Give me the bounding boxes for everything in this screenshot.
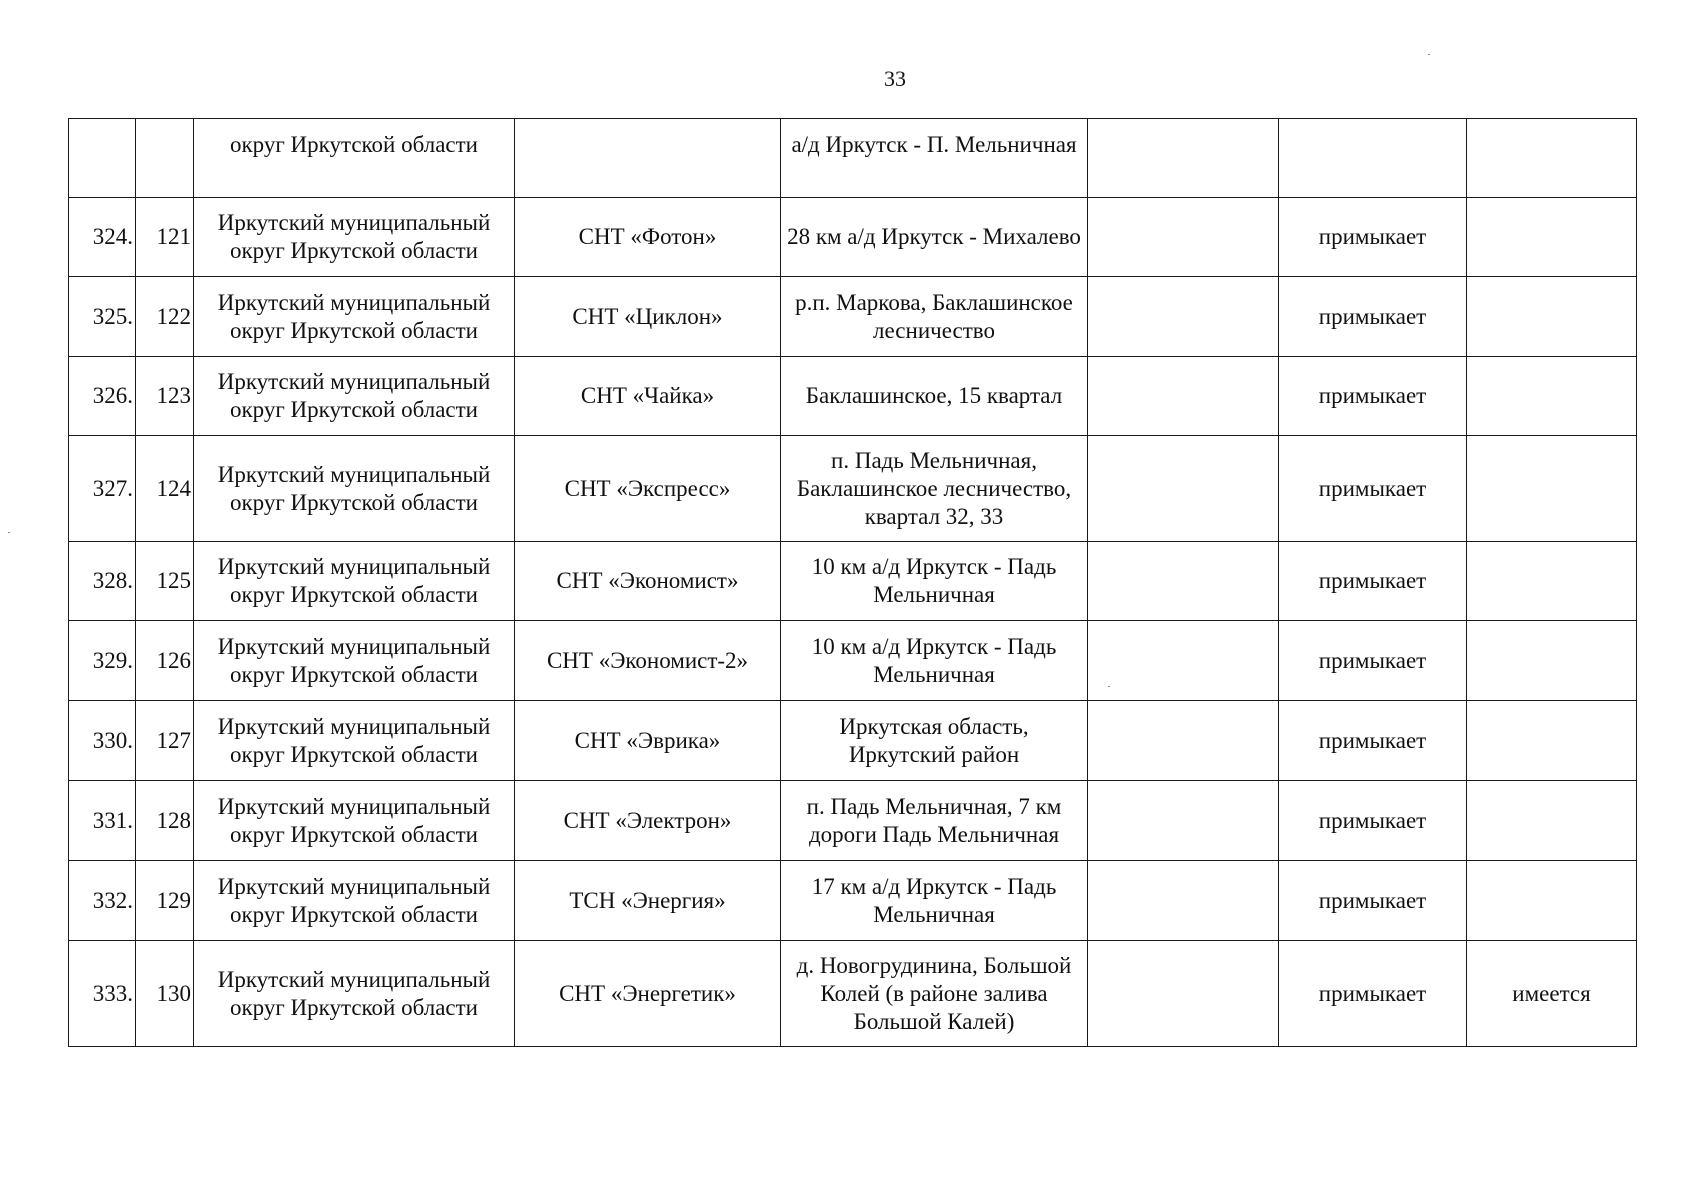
name-cell: СНТ «Энергетик» xyxy=(515,941,781,1047)
scan-speck xyxy=(1108,686,1110,687)
empty-cell xyxy=(1088,621,1279,701)
extra-cell xyxy=(1467,781,1637,861)
extra-cell xyxy=(1467,119,1637,198)
extra-cell xyxy=(1467,198,1637,277)
empty-cell xyxy=(1088,941,1279,1047)
district-cell: Иркутский муниципальный округ Иркутской области xyxy=(194,198,515,277)
empty-cell xyxy=(1088,542,1279,621)
location-cell: а/д Иркутск - П. Мельничная xyxy=(781,119,1088,198)
scan-speck xyxy=(8,532,10,533)
empty-cell xyxy=(1088,277,1279,357)
row-number: 324. xyxy=(69,198,136,277)
empty-cell xyxy=(1088,781,1279,861)
location-cell: 10 км а/д Иркутск - Падь Мельничная xyxy=(781,542,1088,621)
extra-cell xyxy=(1467,277,1637,357)
empty-cell xyxy=(1088,357,1279,436)
table-row xyxy=(69,119,1637,198)
row-number: 325. xyxy=(69,277,136,357)
status-cell: примыкает xyxy=(1279,781,1467,861)
extra-cell xyxy=(1467,621,1637,701)
table-row xyxy=(69,198,1637,277)
status-cell: примыкает xyxy=(1279,621,1467,701)
page-number: 33 xyxy=(884,66,906,91)
name-cell: СНТ «Циклон» xyxy=(515,277,781,357)
location-cell: р.п. Маркова, Баклашинское лесничество xyxy=(781,277,1088,357)
status-cell: примыкает xyxy=(1279,542,1467,621)
row-number: 329. xyxy=(69,621,136,701)
name-cell: ТСН «Энергия» xyxy=(515,861,781,941)
name-cell: СНТ «Экспресс» xyxy=(515,436,781,542)
empty-cell xyxy=(1088,436,1279,542)
location-cell: п. Падь Мельничная, 7 км дороги Падь Мельничная xyxy=(781,781,1088,861)
row-sub-number: 128 xyxy=(136,781,194,861)
name-cell: СНТ «Эврика» xyxy=(515,701,781,781)
extra-cell xyxy=(1467,357,1637,436)
table-row xyxy=(69,861,1637,941)
row-sub-number: 124 xyxy=(136,436,194,542)
extra-cell xyxy=(1467,701,1637,781)
row-sub-number: 123 xyxy=(136,357,194,436)
name-cell: СНТ «Экономист» xyxy=(515,542,781,621)
location-cell: Баклашинское, 15 квартал xyxy=(781,357,1088,436)
row-sub-number: 125 xyxy=(136,542,194,621)
status-cell: примыкает xyxy=(1279,701,1467,781)
district-cell: Иркутский муниципальный округ Иркутской области xyxy=(194,436,515,542)
table-row xyxy=(69,781,1637,861)
empty-cell xyxy=(1088,119,1279,198)
district-cell: Иркутский муниципальный округ Иркутской области xyxy=(194,357,515,436)
district-cell: Иркутский муниципальный округ Иркутской области xyxy=(194,277,515,357)
row-number: 332. xyxy=(69,861,136,941)
row-number xyxy=(69,119,136,198)
name-cell: СНТ «Чайка» xyxy=(515,357,781,436)
name-cell: СНТ «Экономист-2» xyxy=(515,621,781,701)
status-cell xyxy=(1279,119,1467,198)
extra-cell xyxy=(1467,542,1637,621)
empty-cell xyxy=(1088,861,1279,941)
row-sub-number: 122 xyxy=(136,277,194,357)
status-cell: примыкает xyxy=(1279,198,1467,277)
district-cell: Иркутский муниципальный округ Иркутской области xyxy=(194,861,515,941)
district-cell: округ Иркутской области xyxy=(194,119,515,198)
row-sub-number: 126 xyxy=(136,621,194,701)
extra-cell: имеется xyxy=(1467,941,1637,1047)
location-cell: 10 км а/д Иркутск - Падь Мельничная xyxy=(781,621,1088,701)
name-cell: СНТ «Электрон» xyxy=(515,781,781,861)
row-number: 333. xyxy=(69,941,136,1047)
table-row xyxy=(69,621,1637,701)
table-row xyxy=(69,542,1637,621)
row-number: 327. xyxy=(69,436,136,542)
row-number: 331. xyxy=(69,781,136,861)
location-cell: д. Новогрудинина, Большой Колей (в районе залива Большой Калей) xyxy=(781,941,1088,1047)
status-cell: примыкает xyxy=(1279,277,1467,357)
row-sub-number: 121 xyxy=(136,198,194,277)
name-cell: СНТ «Фотон» xyxy=(515,198,781,277)
table-row xyxy=(69,701,1637,781)
district-cell: Иркутский муниципальный округ Иркутской области xyxy=(194,781,515,861)
district-cell: Иркутский муниципальный округ Иркутской области xyxy=(194,542,515,621)
status-cell: примыкает xyxy=(1279,861,1467,941)
row-number: 326. xyxy=(69,357,136,436)
district-cell: Иркутский муниципальный округ Иркутской области xyxy=(194,621,515,701)
empty-cell xyxy=(1088,198,1279,277)
status-cell: примыкает xyxy=(1279,357,1467,436)
scan-speck xyxy=(1428,54,1430,55)
row-number: 328. xyxy=(69,542,136,621)
data-table xyxy=(68,118,1637,1047)
location-cell: Иркутская область, Иркутский район xyxy=(781,701,1088,781)
district-cell: Иркутский муниципальный округ Иркутской области xyxy=(194,701,515,781)
extra-cell xyxy=(1467,436,1637,542)
table-row xyxy=(69,941,1637,1047)
location-cell: 28 км а/д Иркутск - Михалево xyxy=(781,198,1088,277)
table-row xyxy=(69,357,1637,436)
status-cell: примыкает xyxy=(1279,436,1467,542)
name-cell xyxy=(515,119,781,198)
row-number: 330. xyxy=(69,701,136,781)
district-cell: Иркутский муниципальный округ Иркутской области xyxy=(194,941,515,1047)
table-row xyxy=(69,277,1637,357)
extra-cell xyxy=(1467,861,1637,941)
empty-cell xyxy=(1088,701,1279,781)
table-row xyxy=(69,436,1637,542)
row-sub-number: 127 xyxy=(136,701,194,781)
row-sub-number xyxy=(136,119,194,198)
location-cell: 17 км а/д Иркутск - Падь Мельничная xyxy=(781,861,1088,941)
location-cell: п. Падь Мельничная, Баклашинское лесничество, квартал 32, 33 xyxy=(781,436,1088,542)
row-sub-number: 129 xyxy=(136,861,194,941)
row-sub-number: 130 xyxy=(136,941,194,1047)
status-cell: примыкает xyxy=(1279,941,1467,1047)
